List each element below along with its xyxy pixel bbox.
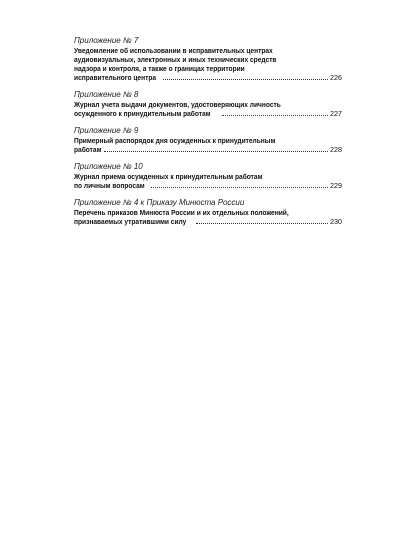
entry-title-line: аудиовизуальных, электронных и иных технических средств: [74, 55, 277, 64]
entry-last-line: [74, 217, 342, 226]
page-number: 227: [330, 109, 342, 118]
entry-title-line: работам: [74, 145, 102, 154]
entry-last-line: [74, 145, 342, 154]
entry-title-line: Перечень приказов Минюста России и их отдельных положений,: [74, 208, 289, 217]
dot-leader: [104, 151, 328, 152]
entry-title-line: признаваемых утратившими силу: [74, 217, 187, 226]
appendix-label: Приложение № 9: [74, 126, 139, 135]
entry-last-line: [74, 73, 342, 82]
page-number: 230: [330, 217, 342, 226]
page-number: 226: [330, 73, 342, 82]
toc-entry: [74, 36, 342, 82]
page-number: 228: [330, 145, 342, 154]
dot-leader: [196, 223, 328, 224]
entry-title-line: по личным вопросам: [74, 181, 145, 190]
entry-title-line: надзора и контроля, а также о границах территории: [74, 64, 245, 73]
dot-leader: [151, 187, 328, 188]
appendix-label: Приложение № 8: [74, 90, 139, 99]
toc-entry: [74, 162, 342, 190]
toc-entry: [74, 198, 342, 226]
dot-leader: [222, 115, 328, 116]
entry-last-line: [74, 109, 342, 118]
entry-title-line: Журнал учета выдачи документов, удостоверяющих личность: [74, 100, 281, 109]
entry-title-line: Примерный распорядок дня осужденных к принудительным: [74, 136, 276, 145]
entry-title-line: осужденного к принудительным работам: [74, 109, 211, 118]
toc-entry: [74, 90, 342, 118]
entry-title-line: Уведомление об использовании в исправительных центрах: [74, 46, 273, 55]
page-number: 229: [330, 181, 342, 190]
dot-leader: [163, 79, 328, 80]
table-of-contents: [74, 36, 342, 234]
entry-title-line: Журнал приема осужденных к принудительным работам: [74, 172, 263, 181]
entry-last-line: [74, 181, 342, 190]
toc-entry: [74, 126, 342, 154]
entry-title-line: исправительного центра: [74, 73, 157, 82]
appendix-label: Приложение № 10: [74, 162, 143, 171]
appendix-label: Приложение № 7: [74, 36, 139, 45]
appendix-label: Приложение № 4 к Приказу Минюста России: [74, 198, 245, 207]
